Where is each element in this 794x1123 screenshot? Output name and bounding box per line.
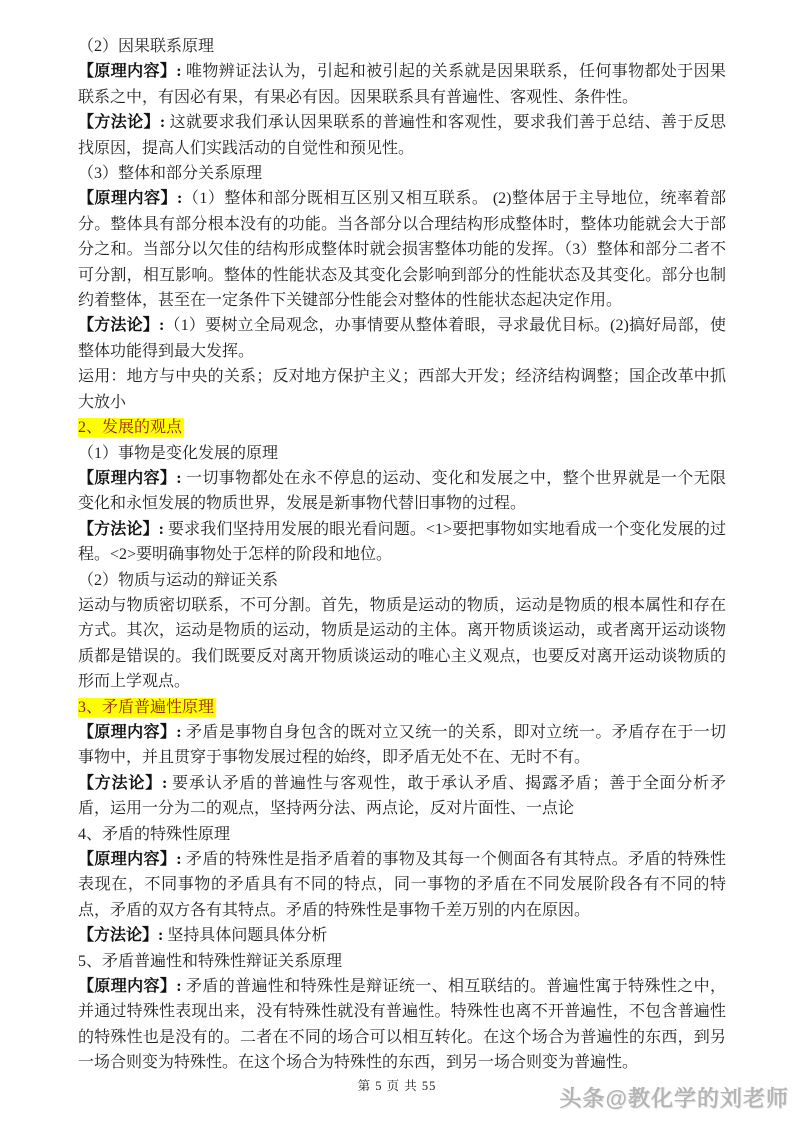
principle-content: 【原理内容】:（1）整体和部分既相互区别又相互联系。 (2)整体居于主导地位，统率着部分。整体具有部分根本没有的功能。当各部分以合理结构形成整体时，整体功能就会大于部分之和。当部分以欠佳的结构形成整体时就会损害整体功能的发挥。（3）整体和部分二者不可分割，相互影响。整体的性能状态及其变化会影响到部分的性能状态及其变化。部分也制约着整体，甚至在一定条件下关键部分性能会对整体的性能状态起决定作用。 xyxy=(78,190,726,310)
bracket-label: 【原理内容】: xyxy=(78,63,186,81)
page-footer: 第 5 页 共 55 xyxy=(357,1079,437,1093)
bracket-label: 【原理内容】: xyxy=(78,469,186,487)
document-content xyxy=(78,34,726,1076)
bracket-label: 【原理内容】: xyxy=(78,851,186,868)
sub-heading: （3）整体和部分关系原理 xyxy=(78,165,263,183)
principle-content: 【原理内容】: 矛盾的特殊性是指矛盾着的事物及其每一个侧面各有其特点。矛盾的特殊性表现在，不同事物的矛盾具有不同的特点，同一事物的矛盾在不同发展阶段各有不同的特点，矛盾的双方各有其特点。矛盾的特殊性是事物千差万别的内在原因。 xyxy=(78,851,726,919)
section-heading-highlighted xyxy=(78,695,726,720)
bracket-label: 【方法论】: xyxy=(78,927,168,945)
methodology: 【方法论】:（1）要树立全局观念，办事情要从整体着眼，寻求最优目标。(2)搞好局部，使整体功能得到最大发挥。 xyxy=(78,317,726,360)
sub-heading: （2）物质与运动的辩证关系 xyxy=(78,571,279,589)
principle-content: 【原理内容】: 唯物辨证法认为，引起和被引起的关系就是因果联系，任何事物都处于因果联系之中，有因必有果，有果必有因。因果联系具有普遍性、客观性、条件性。 xyxy=(78,63,726,106)
methodology: 【方法论】: 要求我们坚持用发展的眼光看问题。<1>要把事物如实地看成一个变化发展的过程。<2>要明确事物处于怎样的阶段和地位。 xyxy=(78,520,726,564)
bracket-label: 【方法论】: xyxy=(78,520,169,538)
section-heading: 5、矛盾普遍性和特殊性辩证关系原理 xyxy=(78,952,343,970)
sub-heading: （1）事物是变化发展的原理 xyxy=(78,444,279,462)
bracket-label: 【原理内容】: xyxy=(78,190,183,208)
principle-content: 【原理内容】: 一切事物都处在永不停息的运动、变化和发展之中，整个世界就是一个无限变化和永恒发展的物质世界，发展是新事物代替旧事物的过程。 xyxy=(78,469,726,513)
section-heading-highlighted xyxy=(78,415,726,440)
bracket-label: 【原理内容】: xyxy=(78,723,186,741)
bracket-label: 【方法论】: xyxy=(78,774,173,792)
application: 运用：地方与中央的关系；反对地方保护主义；西部大开发；经济结构调整；国企改革中抓大放小 xyxy=(78,368,726,411)
principle-content: 【原理内容】: 矛盾的普遍性和特殊性是辩证统一、相互联结的。普遍性寓于特殊性之中，并通过特殊性表现出来，没有特殊性就没有普遍性。特殊性也离不开普遍性，不包含普遍性的特殊性也是没有的。二者在不同的场合可以相互转化。在这个场合为普遍性的东西，到另一场合则变为特殊性。在这个场合为特殊性的东西，到另一场合则变为普遍性。 xyxy=(78,978,726,1072)
methodology: 【方法论】: 要承认矛盾的普遍性与客观性，敢于承认矛盾、揭露矛盾；善于全面分析矛盾，运用一分为二的观点，坚持两分法、两点论，反对片面性、一点论 xyxy=(78,774,726,818)
bracket-label: 【方法论】: xyxy=(78,317,165,335)
principle-content: 【原理内容】: 矛盾是事物自身包含的既对立又统一的关系，即对立统一。矛盾存在于一切事物中，并且贯穿于事物发展过程的始终，即矛盾无处不在、无时不有。 xyxy=(78,723,726,767)
bracket-label: 【原理内容】: xyxy=(78,978,186,996)
sub-heading: （2）因果联系原理 xyxy=(78,38,215,55)
body: 运动与物质密切联系，不可分割。首先，物质是运动的物质，运动是物质的根本属性和存在方式。其次，运动是物质的运动，物质是运动的主体。离开物质谈运动，或者离开运动谈物质都是错误的。我们既要反对离开物质谈运动的唯心主义观点，也要反对离开运动谈物质的形而上学观点。 xyxy=(78,596,726,691)
highlighted-section-title: 2、发展的观点 xyxy=(78,419,183,437)
watermark: 头条@教化学的刘老师 xyxy=(559,1086,789,1111)
methodology: 【方法论】: 坚持具体问题具体分析 xyxy=(78,927,328,945)
bracket-label: 【方法论】: xyxy=(78,114,170,132)
highlighted-section-title: 3、矛盾普遍性原理 xyxy=(78,698,215,716)
methodology: 【方法论】: 这就要求我们承认因果联系的普遍性和客观性，要求我们善于总结、善于反思找原因，提高人们实践活动的自觉性和预见性。 xyxy=(78,114,726,157)
section-heading: 4、矛盾的特殊性原理 xyxy=(78,825,231,843)
